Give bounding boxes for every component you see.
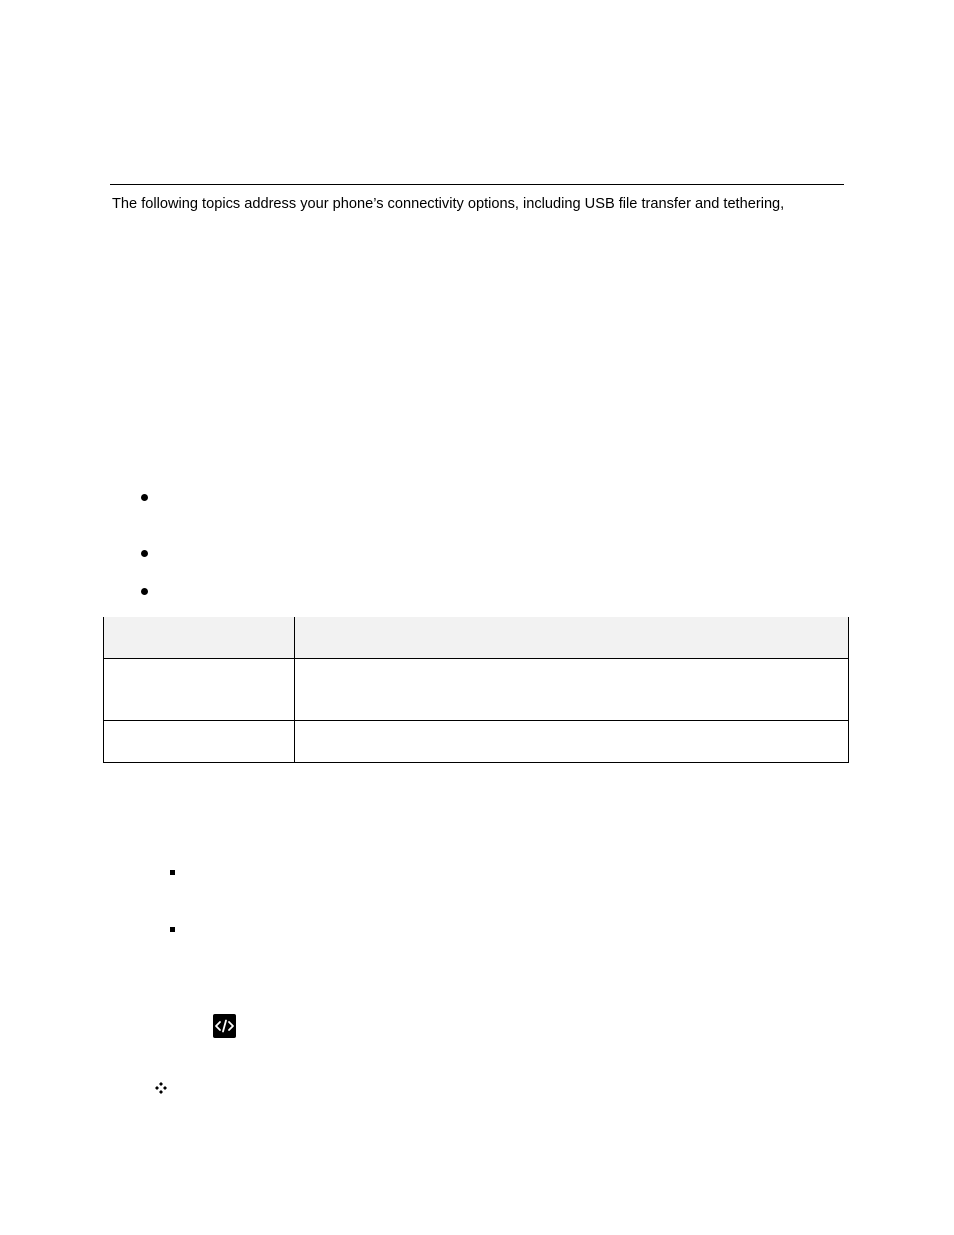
bullet-dot-icon: [141, 588, 148, 595]
connection-table: [103, 617, 849, 763]
bullet-dot-icon: [141, 550, 148, 557]
four-diamond-icon: [155, 1081, 167, 1093]
table-column-divider: [294, 617, 295, 762]
square-bullet-icon: [170, 927, 175, 932]
code-brackets-icon: [213, 1014, 236, 1038]
intro-paragraph: The following topics address your phone’s connectivity options, including USB file transfer and tethering,: [112, 196, 785, 212]
table-header-row: [104, 617, 848, 659]
bullet-dot-icon: [141, 494, 148, 501]
table-row: [104, 721, 848, 762]
table-row: [104, 659, 848, 721]
square-bullet-icon: [170, 870, 175, 875]
heading-rule: [110, 184, 844, 185]
